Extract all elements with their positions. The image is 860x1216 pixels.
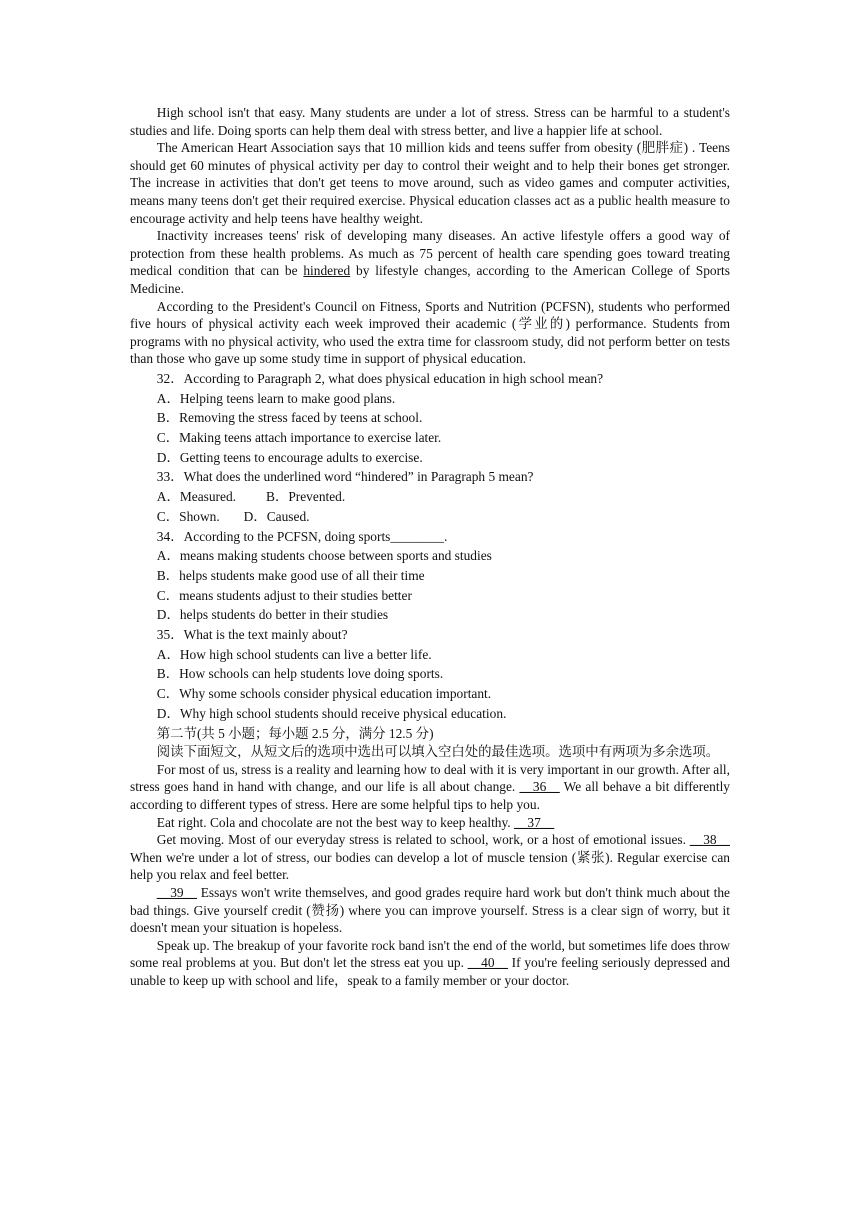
blank-37: __37__ bbox=[514, 814, 555, 830]
option-d: D．Caused. bbox=[243, 508, 310, 524]
cloze-text: When we're under a lot of stress, our bodies can develop a lot of muscle tension (紧张). Regular exercise can help you relax and feel better. bbox=[130, 849, 730, 883]
cloze-text: Essays won't write themselves, and good grades require hard work but don't think much about the bad things. Give yourself credit (赞扬) where you can improve yourself. Stress is a clear sign of worry, but it doesn't mean your situation is hopeless. bbox=[130, 885, 730, 936]
cloze-text: Speak up. The breakup of your favorite rock band isn't the end of the world, but sometimes life does throw some real problems at you. But don't let the stress eat you up. bbox=[130, 937, 730, 971]
question-32 bbox=[130, 369, 730, 468]
cloze-paragraph-1 bbox=[130, 761, 730, 814]
blank-36: __36__ bbox=[519, 779, 560, 795]
options-row-2 bbox=[130, 507, 730, 527]
section-2-heading: 第二节(共 5 小题；每小题 2.5 分，满分 12.5 分) bbox=[156, 725, 434, 741]
option-d: D．Why high school students should receive physical education. bbox=[156, 705, 507, 721]
cloze-paragraph-5 bbox=[130, 937, 730, 990]
passage-paragraph-2: The American Heart Association says that 10 million kids and teens suffer from obesity (肥胖症) . Teens should get 60 minutes of physical activity per day to control their weight and to help their bones get stronger. The increase in activities that don't get teens to move around, such as video games and computer activities, means many teens don't get their required exercise. Physical education classes act as a public health measure to encourage activity and help teens have healthy weight. bbox=[130, 140, 730, 226]
question-stem: 32．According to Paragraph 2, what does physical education in high school mean? bbox=[156, 370, 604, 386]
option-a: A．How high school students can live a better life. bbox=[156, 646, 432, 662]
cloze-text: Get moving. Most of our everyday stress is related to school, work, or a host of emotional issues. bbox=[156, 832, 690, 848]
cloze-paragraph-4 bbox=[130, 884, 730, 937]
option-a: A．Measured. bbox=[156, 489, 237, 505]
blank-39: __39__ bbox=[156, 885, 197, 901]
option-c: C．Why some schools consider physical education important. bbox=[156, 686, 492, 702]
cloze-text: Eat right. Cola and chocolate are not the best way to keep healthy. bbox=[156, 814, 515, 830]
option-b: B．Removing the stress faced by teens at school. bbox=[156, 410, 423, 426]
question-stem: 34．According to the PCFSN, doing sports________. bbox=[156, 528, 448, 544]
option-c: C．Shown. bbox=[156, 508, 220, 524]
option-b: B．helps students make good use of all their time bbox=[156, 567, 425, 583]
options-row-1 bbox=[130, 487, 730, 507]
option-d: D．helps students do better in their studies bbox=[156, 607, 389, 623]
blank-38: __38__ bbox=[689, 832, 730, 848]
passage-paragraph-3 bbox=[130, 227, 730, 297]
question-34 bbox=[130, 527, 730, 626]
option-b: B．How schools can help students love doing sports. bbox=[156, 666, 444, 682]
option-a: A．Helping teens learn to make good plans. bbox=[156, 390, 396, 406]
blank-40: __40__ bbox=[467, 955, 508, 971]
cloze-text: We all behave a bit differently according to different types of stress. Here are some helpful tips to help you. bbox=[130, 779, 730, 813]
option-b: B．Prevented. bbox=[266, 489, 346, 505]
cloze-paragraph-2 bbox=[130, 814, 730, 832]
cloze-paragraph-3 bbox=[130, 831, 730, 884]
option-c: C．means students adjust to their studies better bbox=[156, 587, 412, 603]
passage-paragraph-4: According to the President's Council on Fitness, Sports and Nutrition (PCFSN), students who performed five hours of physical activity each week improved their academic (学业的) performance. Students from programs with no physical activity, who used the extra time for classroom study, did not perform better on tests than those who gave up some study time in support of physical education. bbox=[130, 298, 730, 367]
option-c: C．Making teens attach importance to exercise later. bbox=[156, 430, 442, 446]
question-stem: 33．What does the underlined word “hindered” in Paragraph 5 mean? bbox=[156, 469, 534, 485]
question-35 bbox=[130, 625, 730, 724]
underlined-word-hindered: hindered bbox=[303, 263, 351, 279]
cloze-text: If you're feeling seriously depressed and unable to keep up with school and life，speak to a family member or your doctor. bbox=[130, 955, 730, 988]
question-33 bbox=[130, 467, 730, 526]
cloze-text: For most of us, stress is a reality and learning how to deal with it is very important in our growth. After all, stress goes hand in hand with change, and our life is all about change. bbox=[130, 761, 730, 795]
question-stem: 35．What is the text mainly about? bbox=[156, 627, 348, 643]
option-d: D．Getting teens to encourage adults to exercise. bbox=[156, 449, 423, 465]
passage-paragraph-1: High school isn't that easy. Many students are under a lot of stress. Stress can be harmful to a student's studies and life. Doing sports can help them deal with stress better, and live a happier life at school. bbox=[130, 105, 730, 138]
paragraph-3-text-before: Inactivity increases teens' risk of developing many diseases. An active lifestyle offers a good way of protection from these health problems. As much as 75 percent of health care spending goes toward treating medical condition that can be bbox=[130, 228, 730, 279]
section-2-instruction: 阅读下面短文，从短文后的选项中选出可以填入空白处的最佳选项。选项中有两项为多余选项。 bbox=[156, 744, 720, 760]
option-a: A．means making students choose between sports and studies bbox=[156, 548, 492, 564]
paragraph-3-text-after: by lifestyle changes, according to the American College of Sports Medicine. bbox=[130, 263, 730, 296]
